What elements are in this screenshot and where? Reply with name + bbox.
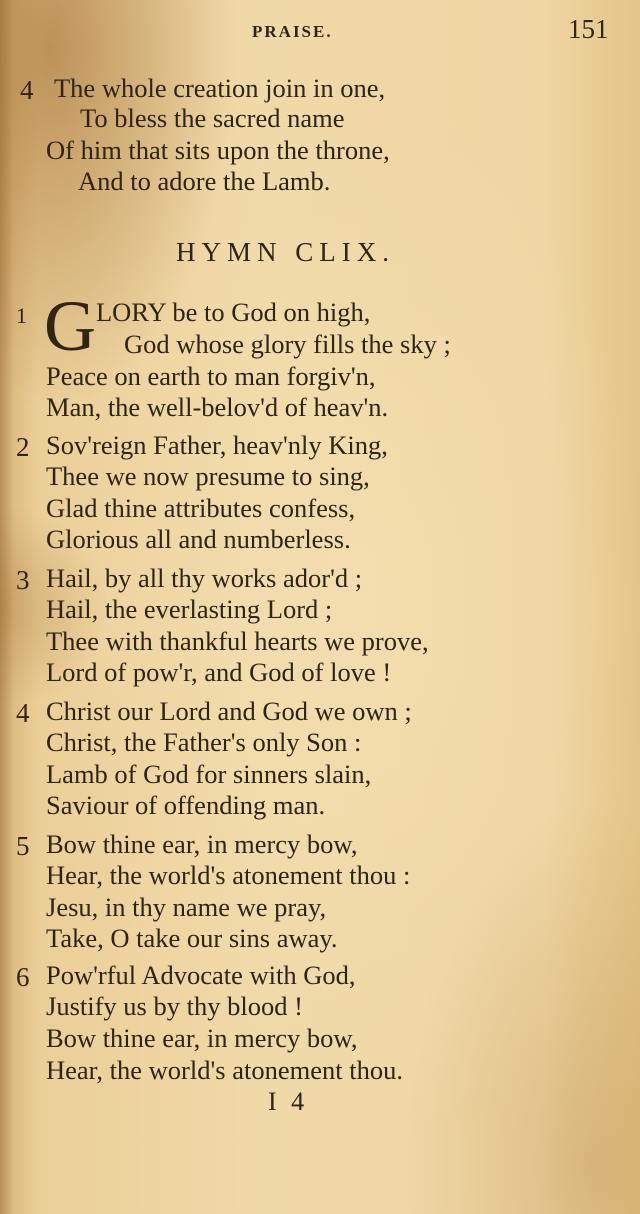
verse-line: Pow'rful Advocate with God,: [46, 960, 356, 990]
verse-line: Bow thine ear, in mercy bow,: [46, 829, 358, 859]
verse-line: Peace on earth to man forgiv'n,: [46, 361, 376, 391]
stanza-number: 4: [16, 698, 30, 728]
stanza-number: 2: [16, 432, 30, 462]
verse-line: Christ our Lord and God we own ;: [46, 696, 412, 726]
verse-line: The whole creation join in one,: [54, 73, 386, 103]
page-gutter-shadow: [0, 0, 14, 1214]
verse-line: Glorious all and numberless.: [46, 524, 351, 554]
verse-line: LORY be to God on high,: [96, 297, 371, 327]
verse-line: Jesu, in thy name we pray,: [46, 892, 327, 922]
verse-line: Thee with thankful hearts we prove,: [46, 626, 429, 656]
verse-line: Of him that sits upon the throne,: [46, 135, 390, 165]
page-number: 151: [568, 14, 609, 44]
verse-line: Man, the well-belov'd of heav'n.: [46, 392, 389, 422]
verse-line: Hail, the everlasting Lord ;: [46, 594, 333, 624]
verse-line: Glad thine attributes confess,: [46, 493, 356, 523]
stanza-number: 4: [20, 75, 34, 105]
verse-line: Thee we now presume to sing,: [46, 461, 370, 491]
verse-line: Take, O take our sins away.: [46, 923, 338, 953]
stanza-number: 1: [16, 303, 27, 328]
verse-line: And to adore the Lamb.: [78, 166, 331, 196]
stanza-number: 3: [16, 565, 30, 595]
stanza-number: 5: [16, 831, 30, 861]
verse-line: To bless the sacred name: [80, 103, 345, 133]
verse-line: Saviour of offending man.: [46, 790, 326, 820]
verse-line: Justify us by thy blood !: [46, 991, 303, 1021]
running-head: PRAISE.: [252, 22, 333, 41]
signature-mark: I 4: [268, 1087, 309, 1116]
drop-cap: G: [44, 286, 96, 366]
stanza-number: 6: [16, 962, 30, 992]
verse-line: Hear, the world's atonement thou.: [46, 1055, 403, 1085]
verse-line: Hear, the world's atonement thou :: [46, 860, 411, 890]
verse-line: Lord of pow'r, and God of love !: [46, 657, 392, 687]
verse-line: Hail, by all thy works ador'd ;: [46, 563, 363, 593]
verse-line: Christ, the Father's only Son :: [46, 727, 362, 757]
verse-line: God whose glory fills the sky ;: [124, 329, 451, 359]
verse-line: Lamb of God for sinners slain,: [46, 759, 372, 789]
verse-line: Sov'reign Father, heav'nly King,: [46, 430, 388, 460]
hymn-title: HYMN CLIX.: [176, 237, 395, 267]
verse-line: Bow thine ear, in mercy bow,: [46, 1023, 358, 1053]
